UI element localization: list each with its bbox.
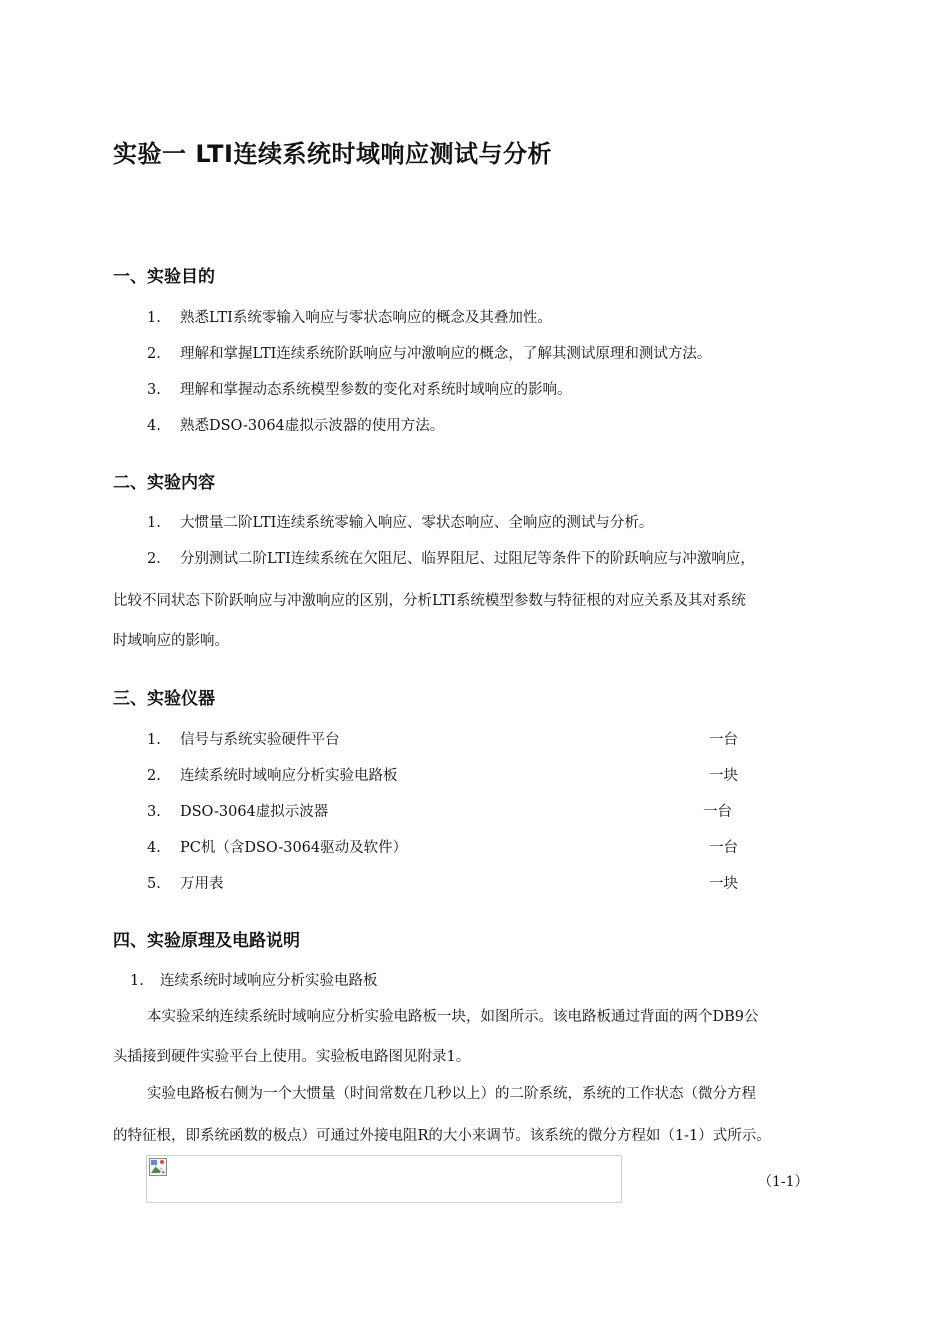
list-number: 4.: [147, 840, 161, 856]
list-number: 1.: [147, 732, 161, 748]
principle-paragraph-2-line-2: 的特征根，即系统函数的极点）可通过外接电阻R的大小来调节。该系统的微分方程如（1-1）式所示。: [113, 1128, 771, 1144]
list-text: 万用表: [180, 876, 224, 892]
section-heading-instruments: 三、实验仪器: [113, 689, 215, 709]
list-text: 连续系统时域响应分析实验电路板: [160, 973, 378, 989]
list-number: 3.: [147, 382, 161, 398]
instrument-qty-1: 一台: [709, 732, 738, 748]
instrument-item-3: [147, 800, 328, 821]
principle-paragraph-1-line-1: 本实验采纳连续系统时域响应分析实验电路板一块，如图所示。该电路板通过背面的两个DB9公: [147, 1009, 759, 1025]
list-text: 理解和掌握LTI连续系统阶跃响应与冲激响应的概念，了解其测试原理和测试方法。: [180, 346, 712, 362]
instrument-qty-3: 一台: [703, 804, 732, 820]
broken-image-icon: [149, 1158, 167, 1176]
list-number: 2.: [147, 768, 161, 784]
list-number: 2.: [147, 551, 161, 567]
list-number: 5.: [147, 876, 161, 892]
instrument-item-2: [147, 764, 398, 785]
equation-number: （1-1）: [758, 1174, 809, 1190]
instrument-item-4: [147, 836, 407, 857]
list-text: PC机（含DSO-3064驱动及软件）: [180, 840, 408, 856]
section-heading-content: 二、实验内容: [113, 473, 215, 493]
list-text: 理解和掌握动态系统模型参数的变化对系统时域响应的影响。: [180, 382, 572, 398]
list-text: 信号与系统实验硬件平台: [180, 732, 340, 748]
purpose-item-4: [147, 414, 444, 435]
content-item-1: [147, 511, 653, 532]
list-text: DSO-3064虚拟示波器: [180, 804, 329, 820]
principle-subheading-1: [130, 969, 378, 990]
content-item-2-line-2: 比较不同状态下阶跃响应与冲激响应的区别，分析LTI系统模型参数与特征根的对应关系及其对系统: [113, 593, 746, 609]
list-number: 2.: [147, 346, 161, 362]
purpose-item-3: [147, 378, 572, 399]
section-heading-purpose: 一、实验目的: [113, 267, 215, 287]
instrument-item-5: [147, 872, 224, 893]
instrument-qty-5: 一块: [709, 876, 738, 892]
instrument-qty-4: 一台: [709, 840, 738, 856]
instrument-item-1: [147, 728, 340, 749]
list-text: 连续系统时域响应分析实验电路板: [180, 768, 398, 784]
list-number: 3.: [147, 804, 161, 820]
principle-paragraph-1-line-2: 头插接到硬件实验平台上使用。实验板电路图见附录1。: [113, 1049, 471, 1065]
section-heading-principle: 四、实验原理及电路说明: [113, 931, 300, 951]
instrument-qty-2: 一块: [709, 768, 738, 784]
content-item-2-line-3: 时域响应的影响。: [113, 633, 229, 649]
principle-paragraph-2-line-1: 实验电路板右侧为一个大惯量（时间常数在几秒以上）的二阶系统，系统的工作状态（微分方程: [147, 1086, 756, 1102]
equation-image-placeholder: [146, 1155, 622, 1203]
page-title: 实验一 LTI连续系统时域响应测试与分析: [113, 140, 552, 168]
list-text: 分别测试二阶LTI连续系统在欠阻尼、临界阻尼、过阻尼等条件下的阶跃响应与冲激响应，: [180, 551, 755, 567]
list-number: 1.: [147, 515, 161, 531]
list-number: 1.: [147, 310, 161, 326]
purpose-item-2: [147, 342, 711, 363]
list-text: 熟悉DSO-3064虚拟示波器的使用方法。: [180, 418, 445, 434]
list-text: 熟悉LTI系统零输入响应与零状态响应的概念及其叠加性。: [180, 310, 552, 326]
purpose-item-1: [147, 306, 552, 327]
list-number: 1.: [130, 973, 144, 989]
content-item-2: [147, 547, 755, 568]
list-number: 4.: [147, 418, 161, 434]
list-text: 大惯量二阶LTI连续系统零输入响应、零状态响应、全响应的测试与分析。: [180, 515, 654, 531]
